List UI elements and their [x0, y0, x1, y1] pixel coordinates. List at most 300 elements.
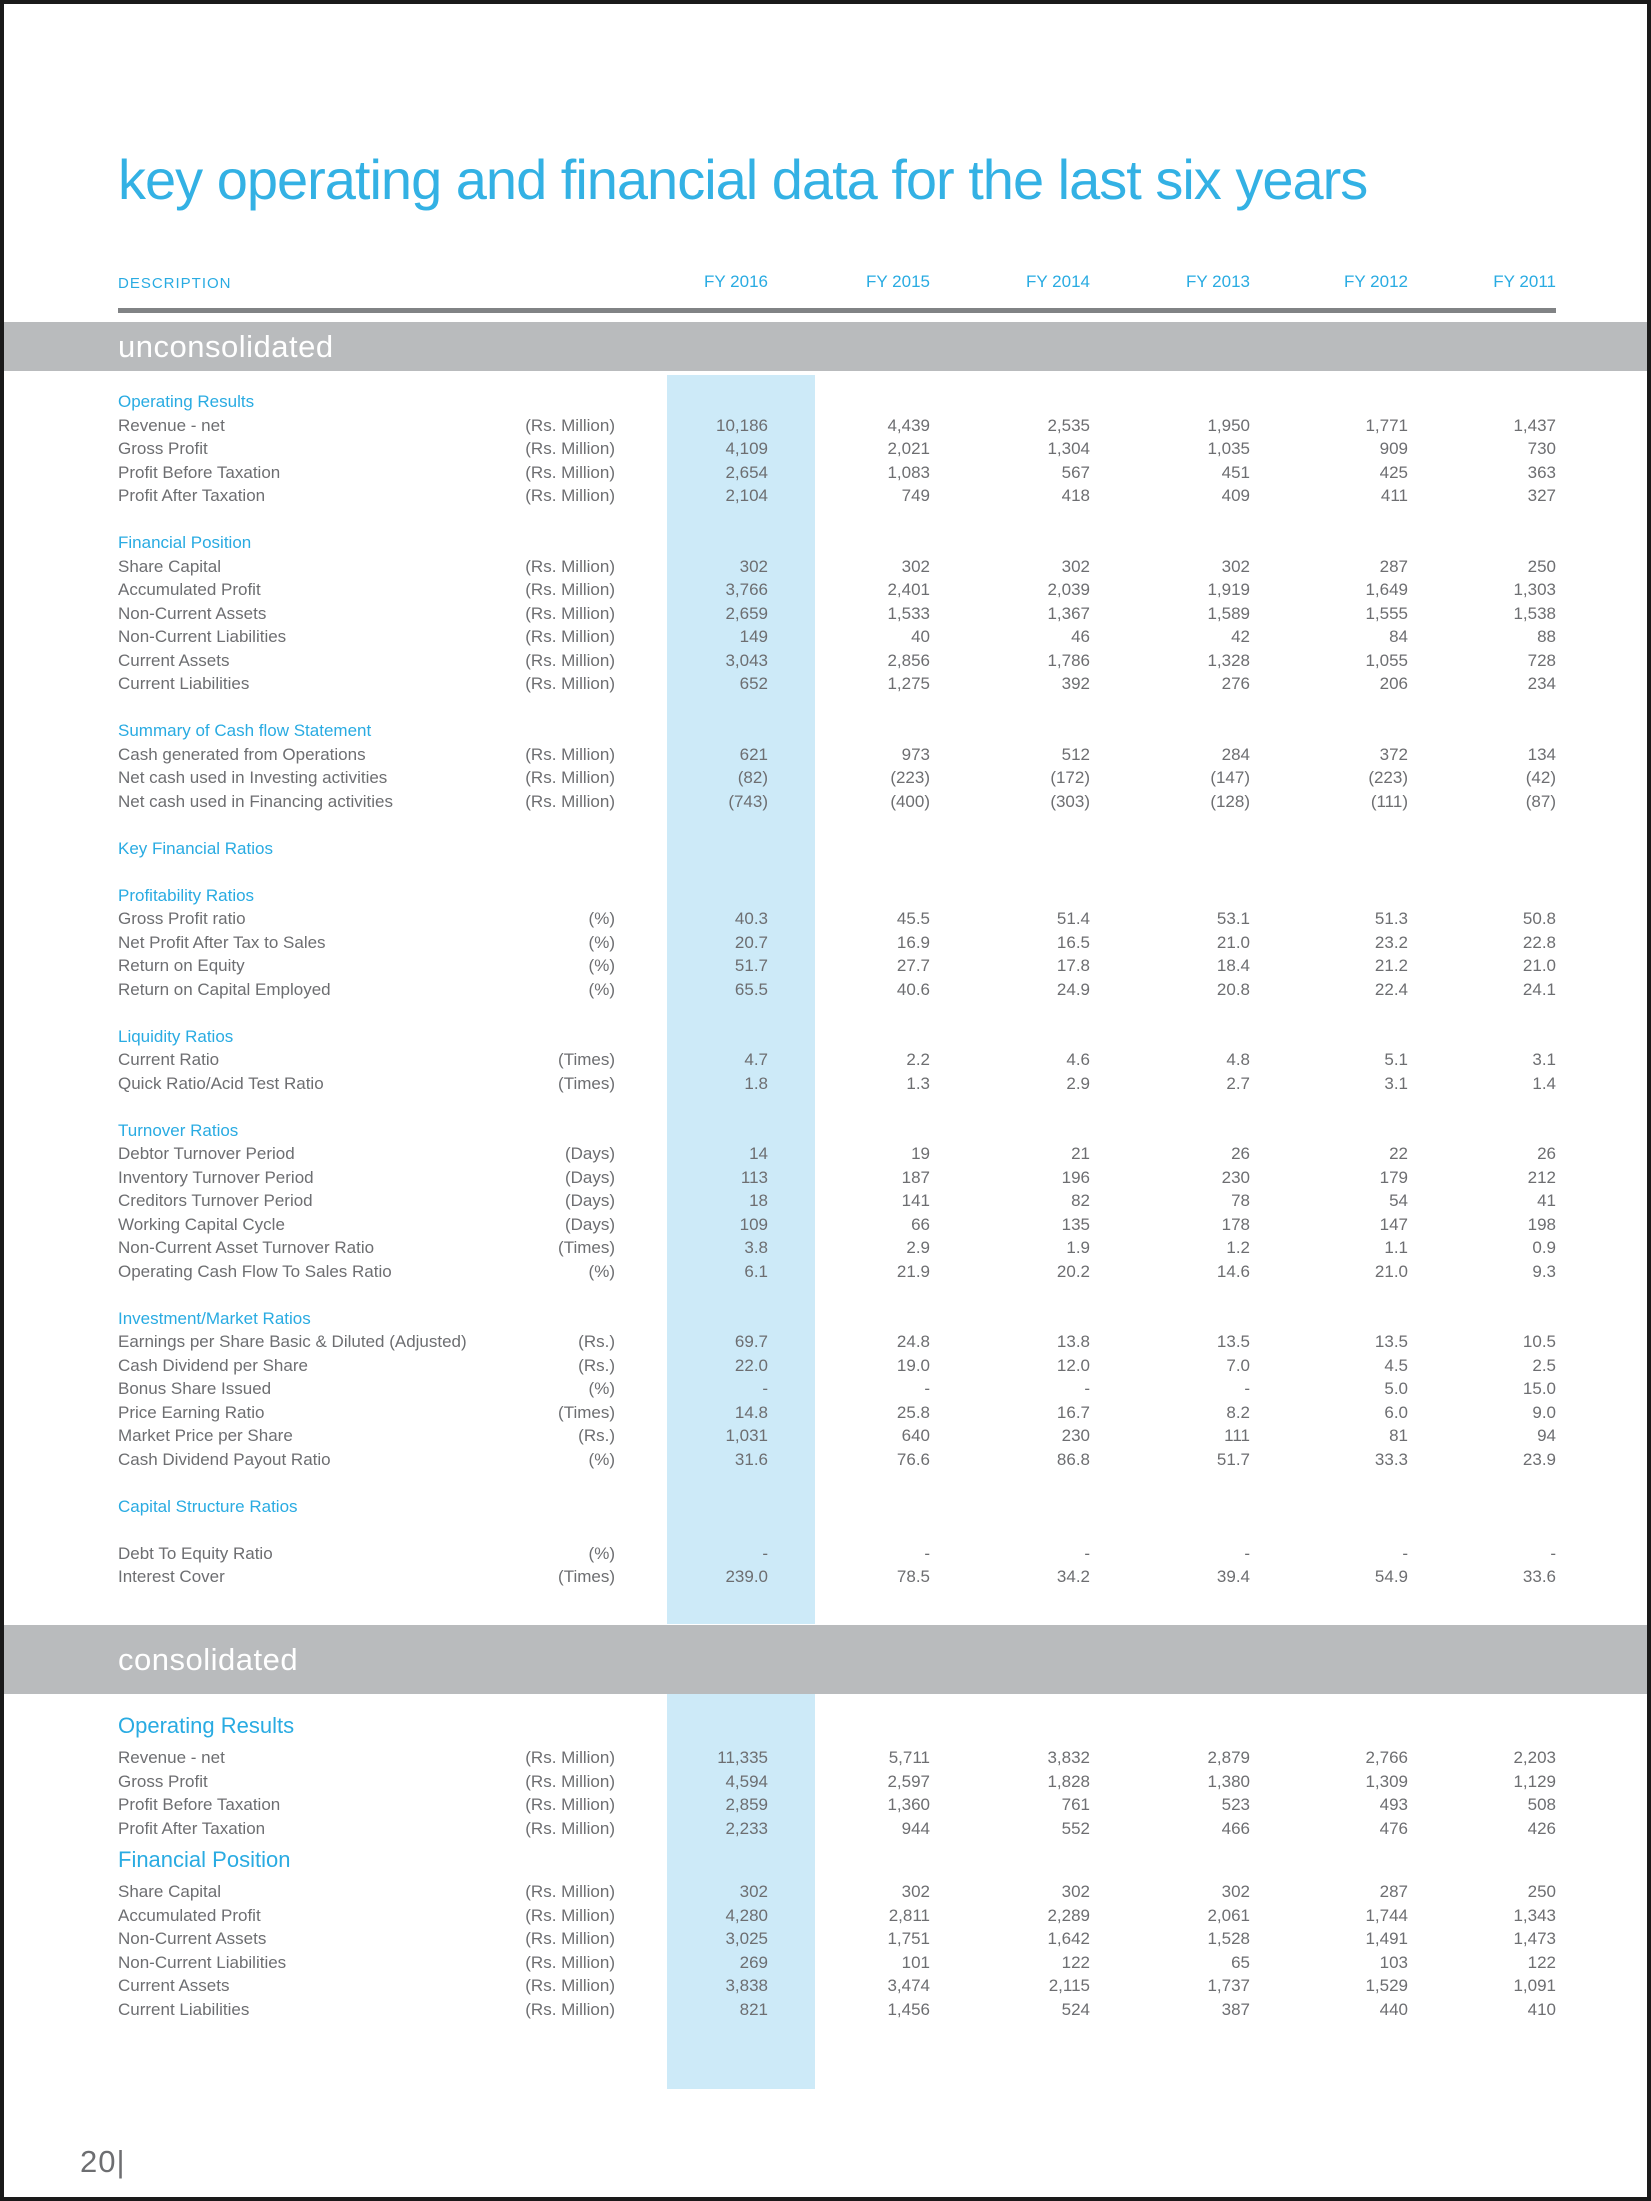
row-value: 1.8 [744, 1073, 768, 1093]
row-label: Current Liabilities [118, 1999, 250, 2019]
row-value: 1,529 [1365, 1976, 1408, 1995]
spacer [118, 813, 1556, 837]
row-value: 4.5 [1384, 1355, 1408, 1375]
row-value: 2,597 [887, 1771, 930, 1791]
row-value: 149 [739, 627, 768, 646]
table-row [118, 766, 1556, 790]
table-row [118, 954, 1556, 978]
group-heading: Operating Results [118, 1713, 295, 1738]
row-value: 1,642 [1047, 1929, 1090, 1948]
row-value: 5,711 [888, 1748, 930, 1767]
row-value: 196 [1061, 1167, 1090, 1187]
row-value: 1,309 [1365, 1771, 1408, 1791]
row-value: 22 [1389, 1144, 1408, 1163]
row-value: (172) [1050, 768, 1090, 787]
row-label: Gross Profit [118, 1771, 208, 1791]
row-group [118, 1025, 1556, 1096]
row-value: (87) [1525, 791, 1556, 811]
table-row [118, 1951, 1556, 1975]
section-band-label: consolidated [118, 1641, 299, 1677]
row-value: 426 [1527, 1818, 1556, 1838]
row-unit: (Times) [558, 1050, 615, 1069]
row-value: 40 [911, 627, 930, 646]
row-value: 53.1 [1216, 909, 1250, 928]
row-value: 21.0 [1374, 1261, 1408, 1281]
row-value: (147) [1210, 768, 1250, 787]
row-value: 13.8 [1056, 1332, 1090, 1351]
section-band-consolidated [4, 1625, 1647, 1694]
row-value: 302 [739, 556, 768, 576]
row-label: Net cash used in Financing activities [118, 791, 393, 811]
row-value: 3,025 [725, 1929, 768, 1948]
row-value: 4,109 [725, 439, 768, 458]
row-value: 26 [1231, 1144, 1250, 1163]
row-unit: (%) [588, 1543, 615, 1563]
row-label: Current Liabilities [118, 674, 250, 693]
row-value: - [924, 1543, 930, 1563]
row-unit: (%) [588, 1449, 615, 1469]
row-value: 13.5 [1374, 1332, 1408, 1351]
row-value: 1,491 [1365, 1929, 1408, 1948]
row-label: Return on Equity [118, 956, 245, 975]
row-unit: (Rs. Million) [525, 1905, 615, 1925]
table-row [118, 437, 1556, 461]
row-label: Share Capital [118, 556, 222, 576]
row-value: 23.2 [1374, 932, 1408, 952]
table-row [118, 578, 1556, 602]
row-value: 113 [740, 1167, 768, 1187]
row-value: 1,456 [887, 1999, 930, 2019]
row-value: 512 [1061, 744, 1090, 764]
row-unit: (Rs.) [578, 1355, 615, 1375]
row-value: 1,031 [725, 1426, 768, 1445]
row-value: 508 [1527, 1795, 1556, 1814]
row-value: 1,275 [887, 674, 930, 693]
row-label: Bonus Share Issued [118, 1379, 272, 1398]
row-value: 2,766 [1365, 1748, 1408, 1767]
row-value: 4.8 [1226, 1050, 1250, 1069]
row-label: Creditors Turnover Period [118, 1191, 313, 1210]
row-value: 16.5 [1056, 932, 1090, 952]
row-value: 3.1 [1532, 1050, 1556, 1069]
row-value: 418 [1061, 486, 1090, 505]
row-value: 147 [1379, 1214, 1408, 1234]
row-value: 1,367 [1047, 603, 1090, 623]
row-value: 14.8 [734, 1402, 768, 1422]
row-unit: (Rs. Million) [525, 744, 615, 764]
row-value: 3,766 [725, 580, 768, 599]
row-value: 26 [1537, 1144, 1556, 1163]
row-value: 2,856 [887, 650, 930, 670]
row-value: 2,289 [1047, 1905, 1090, 1925]
row-value: (400) [890, 791, 930, 811]
row-value: 523 [1221, 1795, 1250, 1814]
row-value: 11,335 [717, 1748, 768, 1767]
row-value: 1,343 [1513, 1905, 1556, 1925]
row-label: Accumulated Profit [118, 1905, 261, 1925]
row-value: 909 [1379, 439, 1408, 458]
row-value: 1.9 [1066, 1238, 1090, 1257]
row-value: 451 [1221, 462, 1250, 482]
header-rule [118, 308, 1556, 313]
table-row [118, 1904, 1556, 1928]
row-value: 9.0 [1532, 1402, 1556, 1422]
group-heading: Profitability Ratios [118, 885, 255, 905]
row-unit: (Rs. Million) [525, 1882, 615, 1901]
row-value: (111) [1370, 791, 1408, 811]
row-value: 2,115 [1048, 1976, 1090, 1995]
row-unit: (Rs. Million) [525, 1748, 615, 1767]
table-row [118, 1189, 1556, 1213]
row-label: Return on Capital Employed [118, 979, 331, 999]
row-value: 19.0 [896, 1355, 930, 1375]
row-unit: (Times) [558, 1402, 615, 1422]
row-value: 1,649 [1365, 580, 1408, 599]
row-value: 33.3 [1374, 1449, 1408, 1469]
group-heading: Summary of Cash flow Statement [118, 721, 372, 740]
group-heading: Capital Structure Ratios [118, 1496, 298, 1516]
table-row [118, 1142, 1556, 1166]
row-value: 1,328 [1207, 650, 1250, 670]
row-value: 178 [1221, 1214, 1250, 1234]
row-value: 141 [901, 1191, 930, 1210]
row-value: - [762, 1379, 768, 1398]
row-label: Revenue - net [118, 415, 225, 435]
row-label: Price Earning Ratio [118, 1402, 265, 1422]
row-value: 82 [1071, 1191, 1090, 1210]
table-row [118, 1236, 1556, 1260]
row-value: 269 [739, 1952, 768, 1972]
page-number: 20| [80, 2144, 126, 2179]
row-value: 4,439 [887, 415, 930, 435]
row-value: 5.0 [1384, 1379, 1408, 1398]
row-value: 363 [1527, 462, 1556, 482]
row-value: 25.8 [896, 1402, 930, 1422]
row-label: Market Price per Share [118, 1426, 293, 1445]
group-heading: Financial Position [118, 1847, 291, 1872]
row-value: 40.6 [896, 979, 930, 999]
year-column-header: FY 2011 [1493, 272, 1556, 291]
row-value: 3,043 [725, 650, 768, 670]
row-unit: (Times) [558, 1567, 615, 1586]
row-value: 1.2 [1226, 1238, 1250, 1257]
table-row [118, 1817, 1556, 1841]
group-heading: Turnover Ratios [118, 1120, 239, 1140]
group-heading: Financial Position [118, 533, 252, 552]
row-value: 621 [739, 744, 768, 764]
row-value: 81 [1389, 1426, 1408, 1445]
row-unit: (Rs. Million) [525, 603, 615, 623]
row-value: 16.9 [896, 932, 930, 952]
row-value: 24.8 [896, 1332, 930, 1351]
row-value: 3.1 [1384, 1073, 1408, 1093]
row-value: 3,474 [887, 1976, 930, 1995]
row-value: 50.8 [1522, 909, 1556, 928]
row-value: 302 [1221, 1882, 1250, 1901]
row-value: 20.7 [734, 932, 768, 952]
row-value: 287 [1379, 556, 1408, 576]
table-row [118, 625, 1556, 649]
table-row [118, 1377, 1556, 1401]
row-value: 409 [1221, 486, 1250, 505]
row-label: Non-Current Liabilities [118, 1952, 287, 1972]
row-value: 652 [739, 674, 768, 693]
row-value: 1,129 [1513, 1771, 1556, 1791]
row-value: 18.4 [1216, 956, 1250, 975]
row-value: - [1084, 1543, 1090, 1563]
row-value: 2,879 [1207, 1748, 1250, 1767]
row-value: 3,832 [1047, 1748, 1090, 1767]
spacer [118, 1095, 1556, 1119]
row-value: 212 [1527, 1167, 1556, 1187]
row-value: (128) [1210, 791, 1250, 811]
row-label: Revenue - net [118, 1748, 225, 1767]
row-unit: (Rs. Million) [525, 1976, 615, 1995]
row-value: 821 [739, 1999, 768, 2019]
row-value: 16.7 [1056, 1402, 1090, 1422]
row-group [118, 1495, 1556, 1589]
row-value: 21.9 [896, 1261, 930, 1281]
row-value: 1,437 [1513, 415, 1556, 435]
row-value: 2,039 [1047, 580, 1090, 599]
row-value: 327 [1527, 486, 1556, 505]
row-value: 13.5 [1216, 1332, 1250, 1351]
row-value: 2,859 [725, 1795, 768, 1814]
table-row [118, 743, 1556, 767]
row-value: 466 [1221, 1818, 1250, 1838]
row-label: Profit After Taxation [118, 1818, 266, 1838]
row-value: 198 [1527, 1214, 1556, 1234]
row-value: 20.2 [1056, 1261, 1090, 1281]
row-value: 1.4 [1532, 1073, 1556, 1093]
row-value: 567 [1061, 462, 1090, 482]
row-value: 206 [1379, 674, 1408, 693]
row-value: 2.7 [1226, 1073, 1250, 1093]
row-value: 387 [1221, 1999, 1250, 2019]
row-value: 302 [1061, 556, 1090, 576]
spacer [118, 1471, 1556, 1495]
row-value: 122 [1527, 1952, 1556, 1972]
row-value: 2,203 [1513, 1748, 1556, 1767]
row-value: 22.0 [734, 1355, 768, 1375]
group-heading: Investment/Market Ratios [118, 1308, 311, 1328]
row-value: 2,233 [725, 1818, 768, 1838]
row-value: 86.8 [1056, 1449, 1090, 1469]
row-label: Operating Cash Flow To Sales Ratio [118, 1261, 392, 1281]
row-unit: (Rs. Million) [525, 650, 615, 670]
row-value: 1,083 [887, 462, 930, 482]
table-row [118, 1072, 1556, 1096]
page-title: key operating and financial data for the last six years [118, 148, 1368, 211]
row-value: 1,737 [1207, 1976, 1250, 1995]
row-value: 94 [1537, 1426, 1556, 1445]
row-value: 1,950 [1207, 415, 1250, 435]
row-value: 18 [749, 1191, 768, 1210]
row-value: 239.0 [725, 1567, 768, 1586]
group-heading: Operating Results [118, 392, 255, 411]
row-value: 42 [1231, 627, 1250, 646]
row-value: 0.9 [1532, 1238, 1556, 1257]
row-value: 41 [1537, 1191, 1556, 1210]
row-unit: (Days) [564, 1214, 615, 1234]
row-value: 410 [1527, 1999, 1556, 2019]
unconsolidated-section [118, 390, 1556, 1589]
row-value: 6.1 [744, 1261, 768, 1281]
row-label: Debtor Turnover Period [118, 1144, 295, 1163]
row-label: Share Capital [118, 1882, 222, 1901]
row-value: 8.2 [1226, 1402, 1250, 1422]
group-heading: Key Financial Ratios [118, 838, 273, 858]
row-value: 51.3 [1374, 909, 1408, 928]
row-value: 1,538 [1513, 603, 1556, 623]
row-label: Net Profit After Tax to Sales [118, 932, 326, 952]
row-value: 440 [1379, 1999, 1408, 2019]
row-unit: (Rs. Million) [525, 791, 615, 811]
row-unit: (%) [588, 932, 615, 952]
row-value: 730 [1527, 439, 1556, 458]
row-label: Profit After Taxation [118, 486, 266, 505]
row-unit: (%) [588, 909, 615, 928]
row-value: 4.7 [744, 1050, 768, 1069]
row-value: 21.0 [1216, 932, 1250, 952]
section-band-label: unconsolidated [118, 328, 334, 364]
row-value: 51.7 [734, 956, 768, 975]
year-column-header: FY 2016 [704, 272, 768, 291]
row-unit: (Rs. Million) [525, 556, 615, 576]
row-value: 2,654 [725, 462, 768, 482]
row-group [118, 1706, 1556, 1840]
row-unit: (Rs. Million) [525, 486, 615, 505]
row-value: 51.7 [1216, 1449, 1250, 1469]
row-value: 2.2 [906, 1050, 930, 1069]
row-value: 2,061 [1207, 1905, 1250, 1925]
row-value: 14.6 [1216, 1261, 1250, 1281]
row-value: (42) [1525, 768, 1556, 787]
row-value: 84 [1389, 627, 1408, 646]
spacer [118, 860, 1556, 884]
row-value: 372 [1379, 744, 1408, 764]
row-value: 3,838 [725, 1976, 768, 1995]
row-unit: (Rs. Million) [525, 627, 615, 646]
row-value: 122 [1061, 1952, 1090, 1972]
spacer [118, 1283, 1556, 1307]
row-label: Interest Cover [118, 1567, 225, 1586]
row-label: Cash Dividend Payout Ratio [118, 1449, 331, 1469]
row-value: - [762, 1543, 768, 1563]
row-value: 973 [901, 744, 930, 764]
row-value: 14 [749, 1144, 768, 1163]
row-unit: (Rs. Million) [525, 1929, 615, 1948]
table-row [118, 1974, 1556, 1998]
row-unit: (%) [588, 979, 615, 999]
table-row [118, 555, 1556, 579]
row-label: Current Assets [118, 650, 230, 670]
row-value: 2,401 [887, 580, 930, 599]
row-label: Cash generated from Operations [118, 744, 366, 764]
row-value: 1,771 [1365, 415, 1408, 435]
row-unit: (%) [588, 1379, 615, 1398]
row-value: 24.9 [1056, 979, 1090, 999]
row-value: 302 [901, 556, 930, 576]
row-value: (82) [737, 768, 768, 787]
row-value: 2,811 [888, 1905, 930, 1925]
row-unit: (Rs. Million) [525, 768, 615, 787]
row-label: Earnings per Share Basic & Diluted (Adjusted) [118, 1332, 467, 1351]
row-unit: (Rs. Million) [525, 1818, 615, 1838]
row-value: - [1402, 1543, 1408, 1563]
row-value: 21.0 [1522, 956, 1556, 975]
row-unit: (Rs.) [578, 1426, 615, 1445]
row-value: 88 [1537, 627, 1556, 646]
table-row [118, 1542, 1556, 1566]
row-value: 1.3 [906, 1073, 930, 1093]
row-value: 4,594 [725, 1771, 768, 1791]
row-unit: (Rs. Million) [525, 1999, 615, 2019]
row-value: 476 [1379, 1818, 1408, 1838]
row-value: 276 [1221, 674, 1250, 693]
row-label: Quick Ratio/Acid Test Ratio [118, 1073, 324, 1093]
row-value: 1,751 [887, 1929, 930, 1948]
row-label: Debt To Equity Ratio [118, 1543, 273, 1563]
row-value: 2,535 [1047, 415, 1090, 435]
row-value: 1,919 [1207, 580, 1250, 599]
row-unit: (Rs. Million) [525, 415, 615, 435]
row-value: 1,035 [1207, 439, 1250, 458]
row-unit: (%) [588, 1261, 615, 1281]
row-label: Gross Profit ratio [118, 909, 246, 928]
row-value: 944 [901, 1818, 930, 1838]
row-value: 2,021 [887, 439, 930, 458]
row-value: 51.4 [1056, 909, 1090, 928]
year-column-header: FY 2013 [1186, 272, 1250, 291]
table-row [118, 1260, 1556, 1284]
row-group [118, 837, 1556, 861]
row-value: 425 [1379, 462, 1408, 482]
row-value: 1.1 [1384, 1238, 1408, 1257]
table-row [118, 1793, 1556, 1817]
row-value: 19 [911, 1144, 930, 1163]
row-value: 7.0 [1226, 1355, 1250, 1375]
row-group [118, 1307, 1556, 1472]
year-column-header: FY 2014 [1026, 272, 1090, 291]
table-row [118, 1927, 1556, 1951]
table-row [118, 1448, 1556, 1472]
table-row [118, 484, 1556, 508]
table-row [118, 1048, 1556, 1072]
row-value: 2.5 [1532, 1355, 1556, 1375]
row-label: Non-Current Liabilities [118, 627, 287, 646]
row-unit: (Rs. Million) [525, 1771, 615, 1791]
row-group [118, 719, 1556, 813]
row-value: 27.7 [896, 956, 930, 975]
row-group [118, 531, 1556, 696]
row-value: 6.0 [1384, 1402, 1408, 1422]
row-value: 21 [1071, 1144, 1090, 1163]
row-unit: (Times) [558, 1238, 615, 1257]
year-column-header: FY 2015 [866, 272, 930, 291]
spacer [118, 696, 1556, 720]
row-value: 9.3 [1532, 1261, 1556, 1281]
description-column-header: DESCRIPTION [118, 275, 232, 292]
row-value: 187 [901, 1167, 930, 1187]
row-value: 230 [1061, 1426, 1090, 1445]
row-value: 109 [739, 1214, 768, 1234]
row-value: 22.4 [1374, 979, 1408, 999]
row-value: (223) [1368, 768, 1408, 787]
row-value: 1,828 [1047, 1771, 1090, 1791]
row-label: Gross Profit [118, 439, 208, 458]
row-unit: (Rs. Million) [525, 674, 615, 693]
